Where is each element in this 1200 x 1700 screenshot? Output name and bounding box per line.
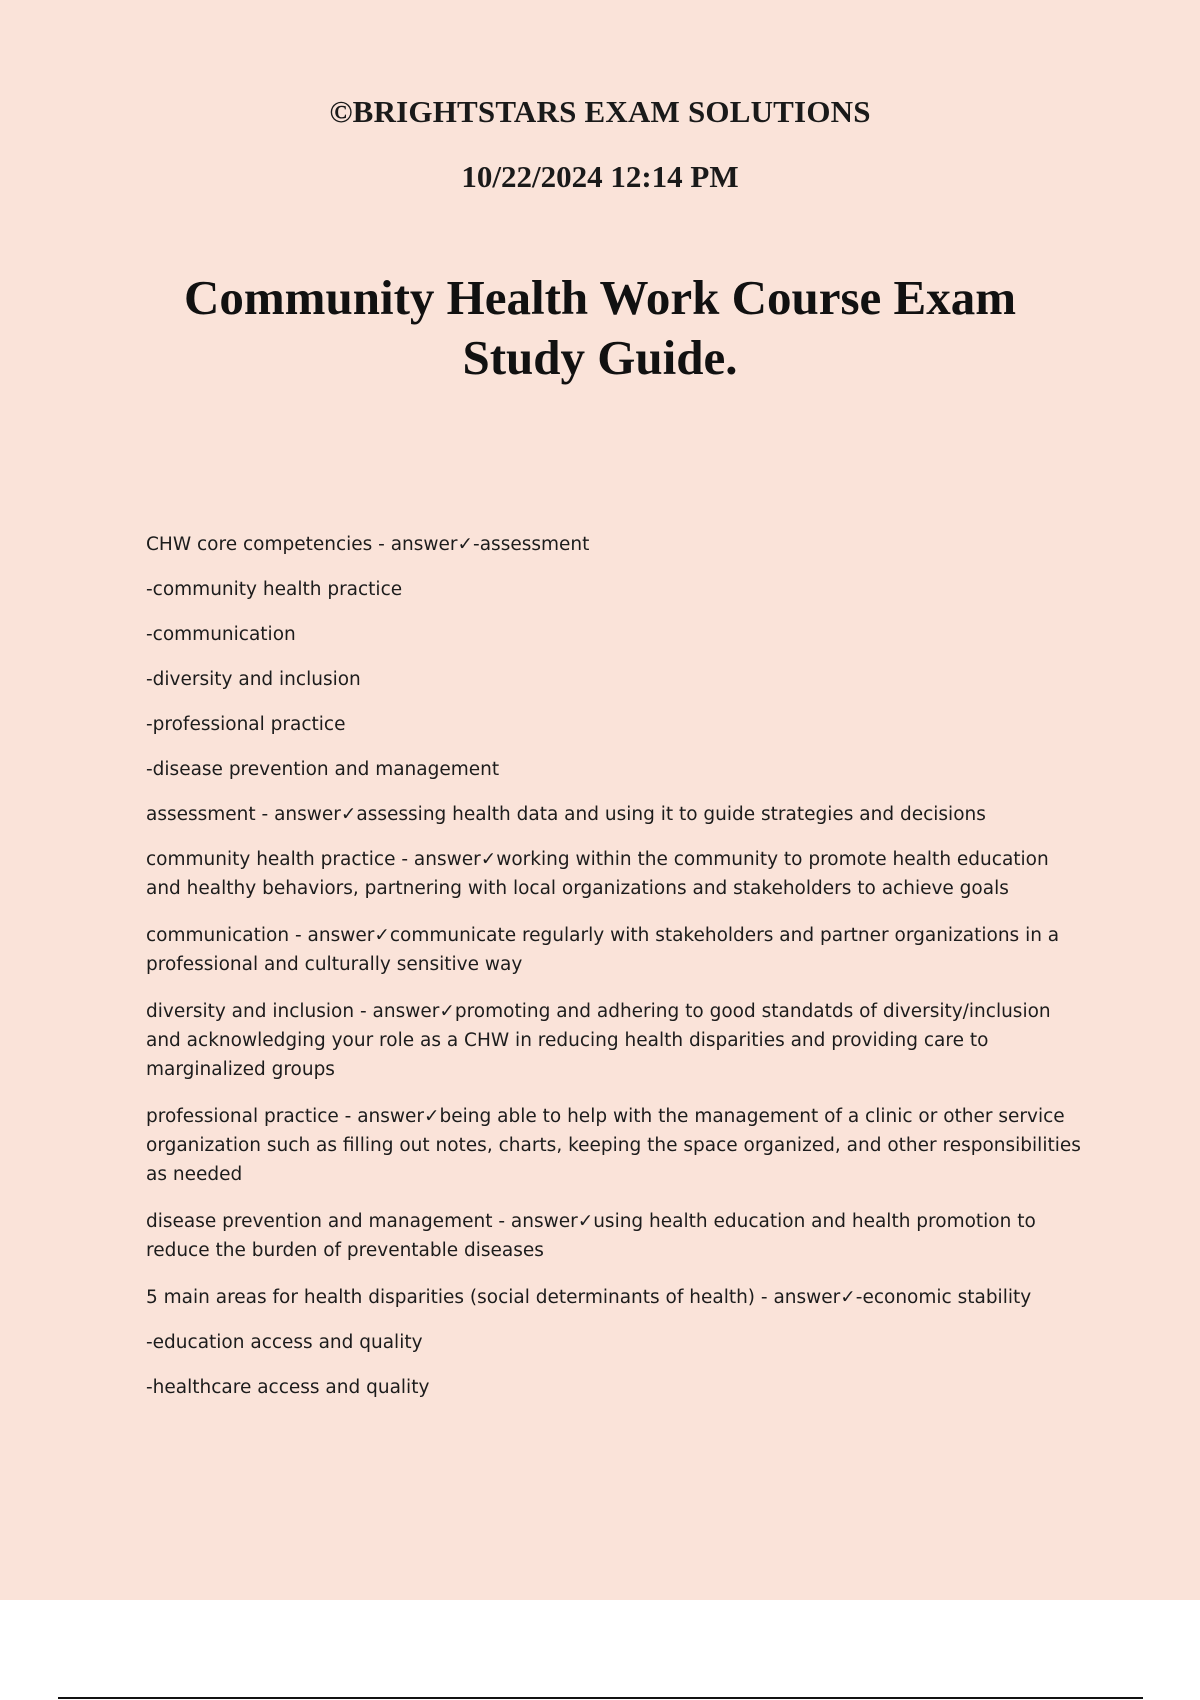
list-item: -professional practice [146,714,346,735]
document-title [150,268,1050,388]
document-title-line-2: Study Guide. [462,330,738,385]
footer-divider [58,1697,1143,1699]
list-item: diversity and inclusion - answer✓promoting and adhering to good standatds of diversity/inclusion and acknowledging your role as a CHW in reducing health disparities and providing care to marginalized groups [146,1001,1051,1080]
list-item: CHW core competencies - answer✓-assessment [146,534,590,555]
list-item: -education access and quality [146,1332,423,1353]
list-item: community health practice - answer✓working within the community to promote health education and healthy behaviors, partnering with local organizations and stakeholders to achieve goals [146,849,1049,899]
list-item: -communication [146,624,296,645]
list-item: communication - answer✓communicate regularly with stakeholders and partner organizations in a professional and culturally sensitive way [146,925,1060,975]
list-item: -diversity and inclusion [146,669,361,690]
timestamp: 10/22/2024 12:14 PM [461,159,739,194]
study-guide-content [146,530,1086,1418]
list-item: professional practice - answer✓being able to help with the management of a clinic or other service organization such as filling out notes, charts, keeping the space organized, and other responsibilities as needed [146,1106,1081,1185]
brand-header: ©BRIGHTSTARS EXAM SOLUTIONS [329,94,871,129]
list-item: disease prevention and management - answer✓using health education and health promotion to reduce the burden of preventable diseases [146,1211,1036,1261]
document-title-line-1: Community Health Work Course Exam [183,270,1017,325]
list-item: -healthcare access and quality [146,1377,430,1398]
list-item: -disease prevention and management [146,759,500,780]
list-item: assessment - answer✓assessing health data and using it to guide strategies and decisions [146,804,986,825]
list-item: -community health practice [146,579,403,600]
list-item: 5 main areas for health disparities (social determinants of health) - answer✓-economic stability [146,1287,1032,1308]
